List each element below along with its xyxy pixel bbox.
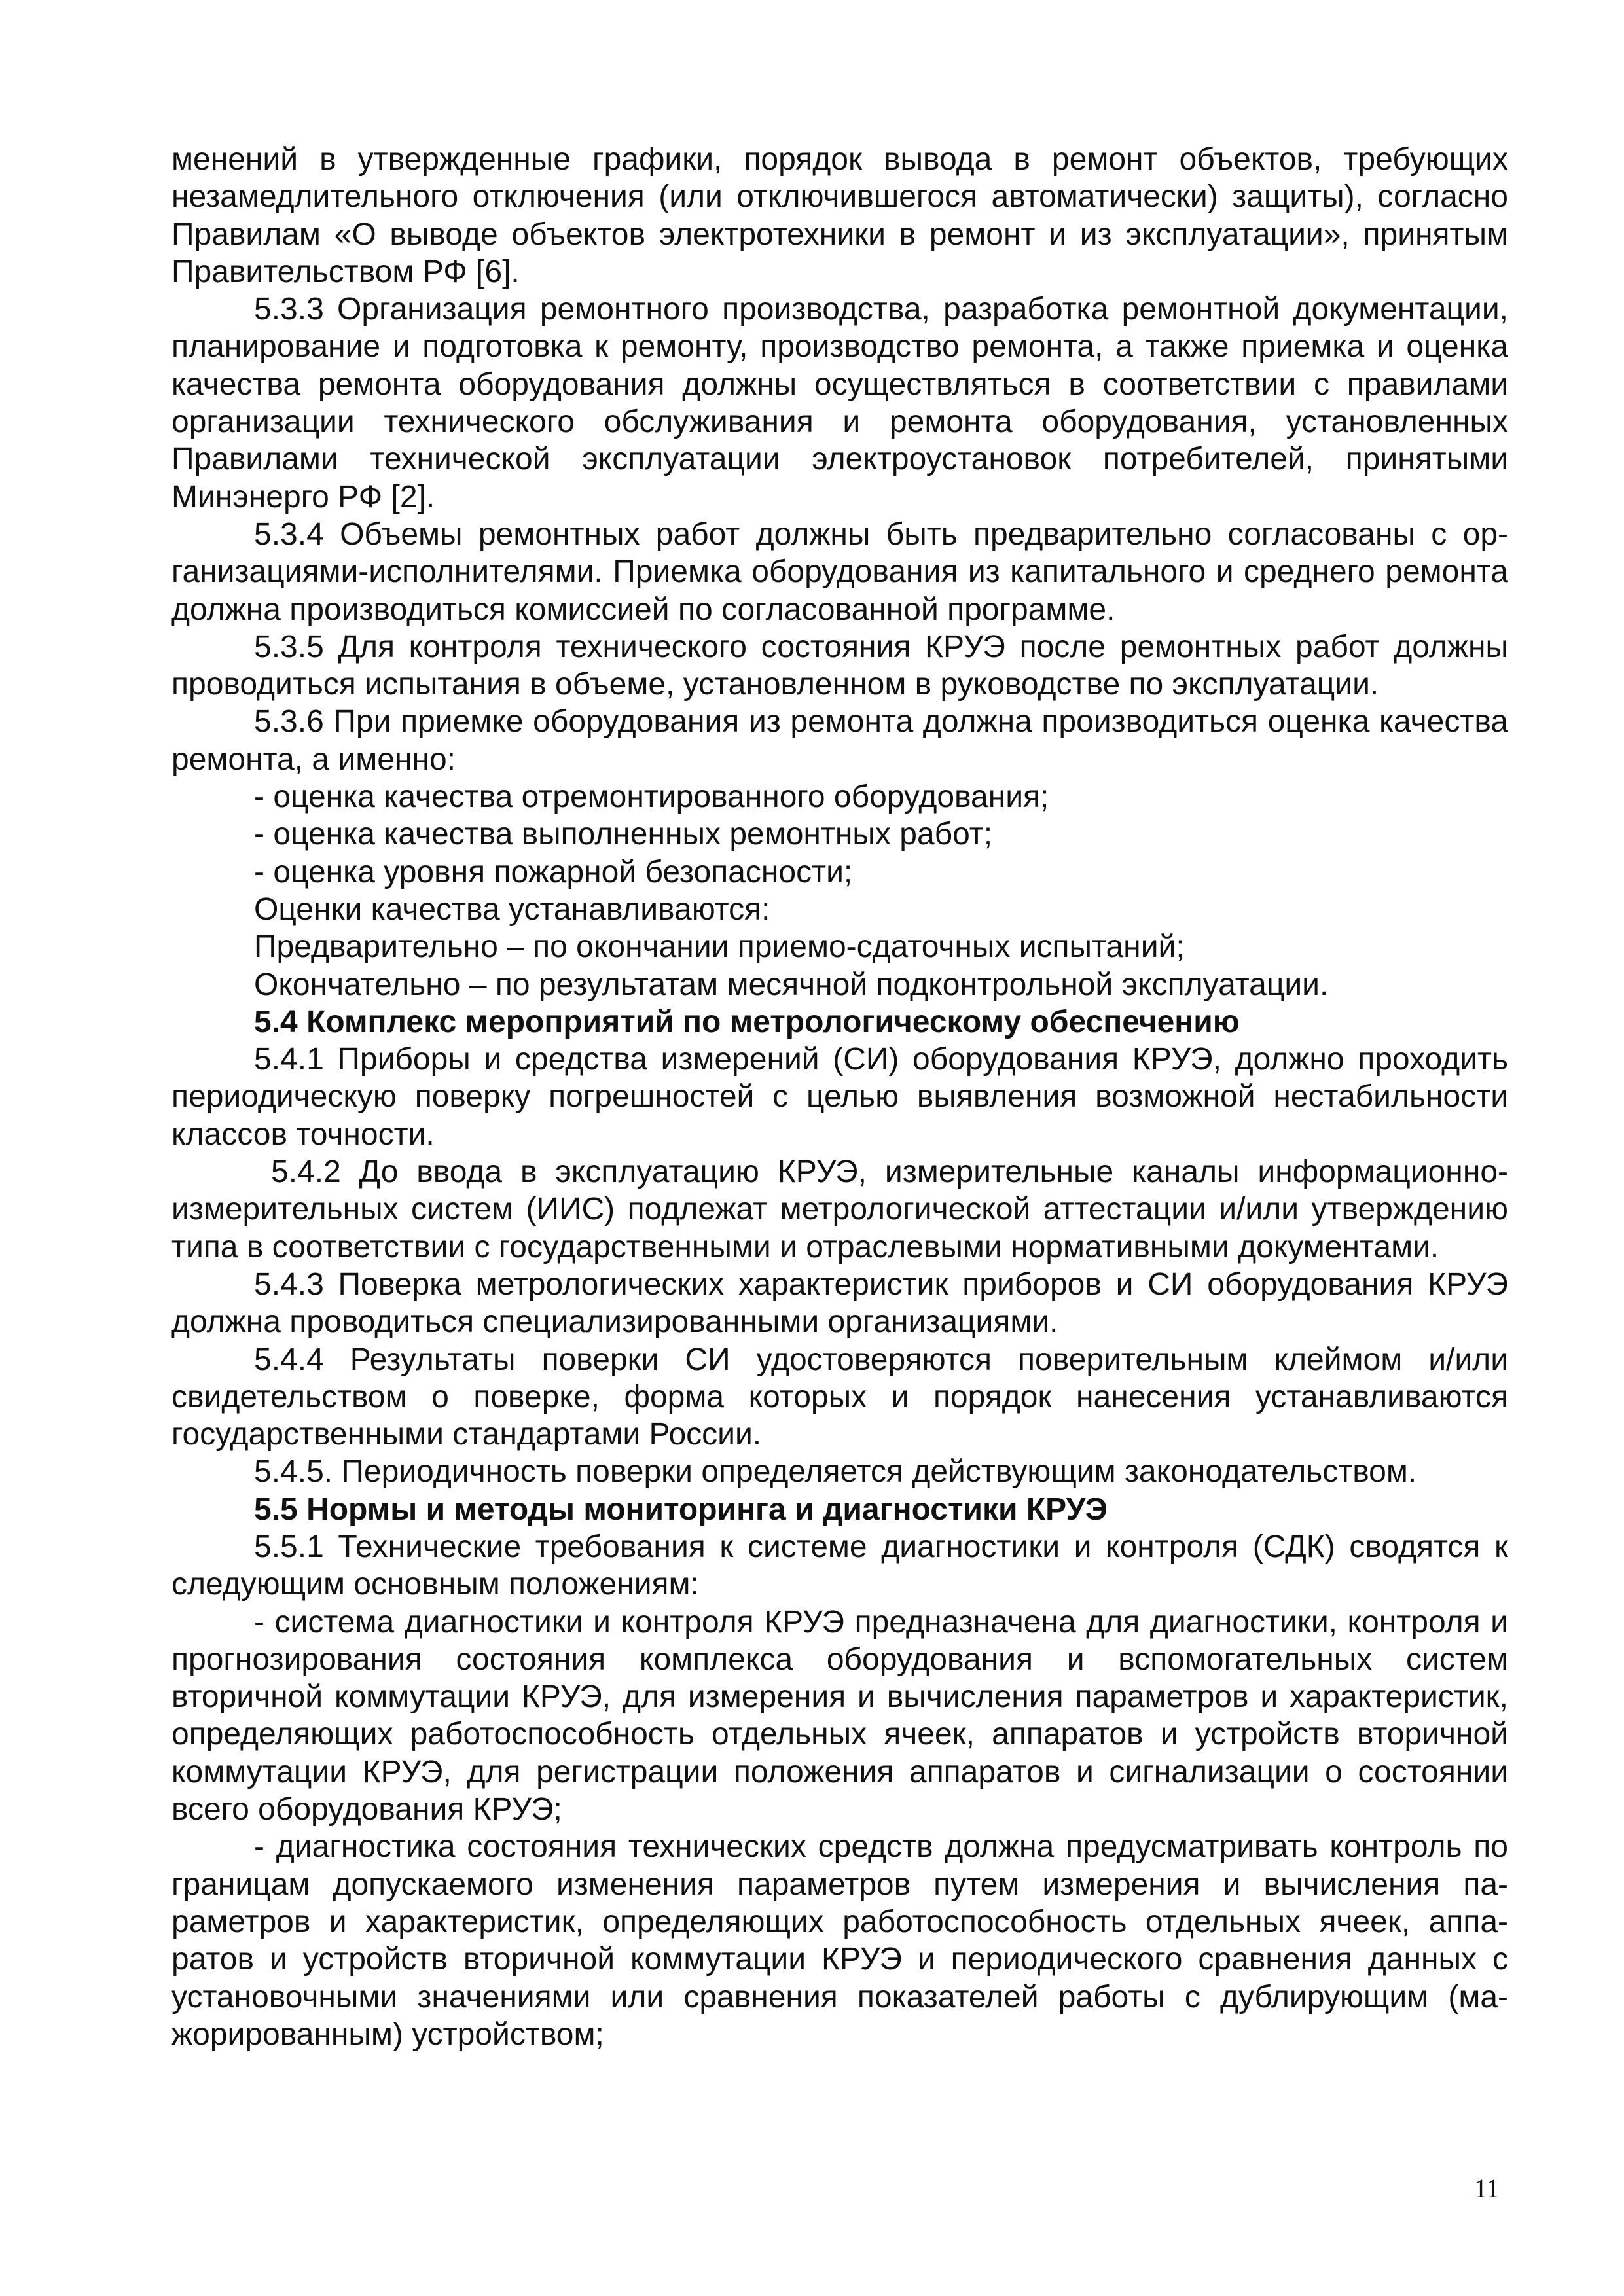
list-item: - оценка качества выполненных ремонтных работ;: [254, 817, 993, 852]
list-item: - оценка уровня пожарной безопасности;: [254, 854, 853, 889]
paragraph-5-4-2: 5.4.2 До ввода в эксплуатацию КРУЭ, измерительные каналы информационно-измерительных систем (ИИС) подлежат метрологической аттестации и/или утверждению типа в соответствии с государственными и отраслевыми нормативными документами.: [171, 1155, 1508, 1265]
list-item: Оценки качества устанавливаются:: [254, 891, 770, 927]
section-heading-5-5: 5.5 Нормы и методы мониторинга и диагностики КРУЭ: [254, 1492, 1108, 1527]
paragraph-5-4-4: 5.4.4 Результаты поверки СИ удостоверяются поверительным клеймом и/или свидетельством о поверке, форма которых и порядок нанесения устанавливаются государственными стандартами России.: [171, 1342, 1508, 1452]
paragraph-diagnostic-state: - диагностика состояния технических средств должна предусматривать контроль по границам допускаемого изменения параметров путем измерения и вычисления параметров и характеристик, определяющих работоспособность отдельных ячеек, аппаратов и устройств вторичной коммутации КРУЭ и периодического сравнения данных с установочными значениями или сравнения показателей работы с дублирующим (мажорированным) устройством;: [171, 1829, 1508, 2052]
list-item: Окончательно – по результатам месячной подконтрольной эксплуатации.: [254, 967, 1329, 1002]
paragraph-5-3-6: 5.3.6 При приемке оборудования из ремонта должна производиться оценка качества ремонта, а именно:: [171, 704, 1508, 777]
paragraph-diagnostic-system: - система диагностики и контроля КРУЭ предназначена для диагностики, контроля и прогнозирования состояния комплекса оборудования и вспомогательных систем вторичной коммутации КРУЭ, для измерения и вычисления параметров и характеристик, определяющих работоспособность отдельных ячеек, аппаратов и устройств вторичной коммутации КРУЭ, для регистрации положения аппаратов и сигнализации о состоянии всего оборудования КРУЭ;: [171, 1604, 1508, 1827]
list-item: - оценка качества отремонтированного оборудования;: [254, 780, 1049, 815]
paragraph-5-3-5: 5.3.5 Для контроля технического состояния КРУЭ после ремонтных работ должны проводиться испытания в объеме, установленном в руководстве по эксплуатации.: [171, 629, 1508, 702]
list-item: Предварительно – по окончании приемо-сдаточных испытаний;: [254, 929, 1185, 965]
paragraph-5-4-3: 5.4.3 Поверка метрологических характеристик приборов и СИ оборудования КРУЭ должна проводиться специализированными организациями.: [171, 1266, 1508, 1340]
paragraph-5-4-5: 5.4.5. Периодичность поверки определяется действующим законодательством.: [254, 1454, 1417, 1490]
paragraph-continuation: менений в утвержденные графики, порядок вывода в ремонт объектов, требующих незамедлительного отключения (или отключившегося автоматически) защиты), согласно Правилам «О выводе объектов электротехники в ремонт и из эксплуатации», принятым Правительством РФ [6].: [171, 142, 1508, 289]
paragraph-5-3-4: 5.3.4 Объемы ремонтных работ должны быть предварительно согласованы с организациями-исполнителями. Приемка оборудования из капитального и среднего ремонта должна производиться комиссией по согласованной программе.: [171, 516, 1508, 627]
paragraph-5-4-1: 5.4.1 Приборы и средства измерений (СИ) оборудования КРУЭ, должно проходить периодическую поверку погрешностей с целью выявления возможной нестабильности классов точности.: [171, 1042, 1508, 1152]
paragraph-5-5-1: 5.5.1 Технические требования к системе диагностики и контроля (СДК) сводятся к следующим основным положениям:: [171, 1529, 1508, 1602]
paragraph-5-3-3: 5.3.3 Организация ремонтного производства, разработка ремонтной документации, планирование и подготовка к ремонту, производство ремонта, а также приемка и оценка качества ремонта оборудования должны осуществляться в соответствии с правилами организации технического обслуживания и ремонта оборудования, установленных Правилами технической эксплуатации электроустановок потребителей, принятыми Минэнерго РФ [2].: [171, 292, 1508, 514]
page-number: 11: [1474, 2174, 1500, 2203]
section-heading-5-4: 5.4 Комплекс мероприятий по метрологическому обеспечению: [254, 1004, 1240, 1039]
document-body: [171, 141, 1508, 2053]
